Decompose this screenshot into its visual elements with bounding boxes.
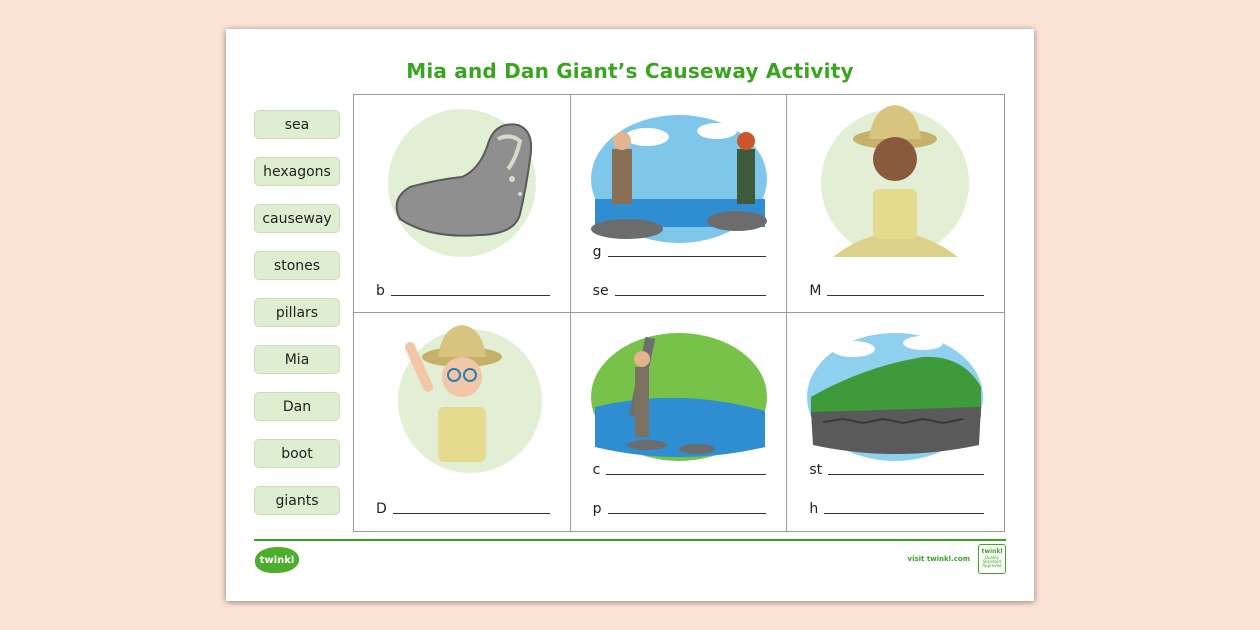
answer-line[interactable] [809, 499, 984, 517]
worksheet [226, 29, 1034, 601]
activity-grid [353, 94, 1005, 532]
mia-character-illustration [803, 99, 988, 259]
answer-prefix: p [592, 501, 602, 517]
answer-prefix: b [376, 283, 385, 299]
word-bank-item: boot [254, 439, 340, 468]
answer-prefix: h [809, 501, 819, 517]
answer-line[interactable] [376, 281, 550, 299]
badge-subtitle: Quality Standard Approved [982, 554, 1002, 569]
word-bank-item: hexagons [254, 157, 340, 186]
activity-cell-dan [354, 313, 571, 531]
page-title: Mia and Dan Giant’s Causeway Activity [406, 59, 854, 83]
blank-line [615, 295, 767, 296]
word-bank [254, 110, 340, 533]
visit-link[interactable]: visit twinkl.com [907, 555, 970, 563]
word-bank-item: pillars [254, 298, 340, 327]
answer-line[interactable] [809, 460, 984, 478]
twinkl-logo: twinkl [255, 547, 299, 573]
blank-line [391, 295, 550, 296]
quality-badge-icon [978, 544, 1006, 574]
word-bank-item: giants [254, 486, 340, 515]
blank-line [608, 256, 767, 257]
footer-divider [254, 539, 1006, 541]
answer-prefix: se [592, 283, 609, 299]
answer-prefix: g [592, 244, 602, 260]
activity-cell-stones [787, 313, 1004, 531]
activity-cell-giants [571, 95, 788, 313]
blank-line [828, 474, 984, 475]
word-bank-item: stones [254, 251, 340, 280]
blank-line [824, 513, 984, 514]
word-bank-item: Dan [254, 392, 340, 421]
blank-line [606, 474, 766, 475]
giants-sea-illustration [587, 99, 772, 259]
badge-title: twinkl [981, 548, 1003, 556]
answer-line[interactable] [593, 499, 767, 517]
answer-prefix: M [809, 283, 822, 299]
boot-stone-illustration [370, 99, 555, 259]
word-bank-item: Mia [254, 345, 340, 374]
word-bank-item: causeway [254, 204, 340, 233]
answer-prefix: D [376, 501, 387, 517]
answer-line[interactable] [376, 499, 550, 517]
hexagon-stones-illustration [803, 317, 988, 477]
blank-line [608, 513, 767, 514]
answer-line[interactable] [593, 281, 767, 299]
answer-line[interactable] [809, 281, 984, 299]
blank-line [393, 513, 550, 514]
answer-line[interactable] [593, 242, 767, 260]
answer-line[interactable] [593, 460, 767, 478]
word-bank-item: sea [254, 110, 340, 139]
activity-cell-mia [787, 95, 1004, 313]
answer-prefix: st [809, 462, 823, 478]
activity-cell-pillars [571, 313, 788, 531]
blank-line [827, 295, 984, 296]
answer-prefix: c [592, 462, 601, 478]
pillars-causeway-illustration [587, 317, 772, 477]
dan-character-illustration [370, 317, 555, 477]
activity-cell-boot [354, 95, 571, 313]
